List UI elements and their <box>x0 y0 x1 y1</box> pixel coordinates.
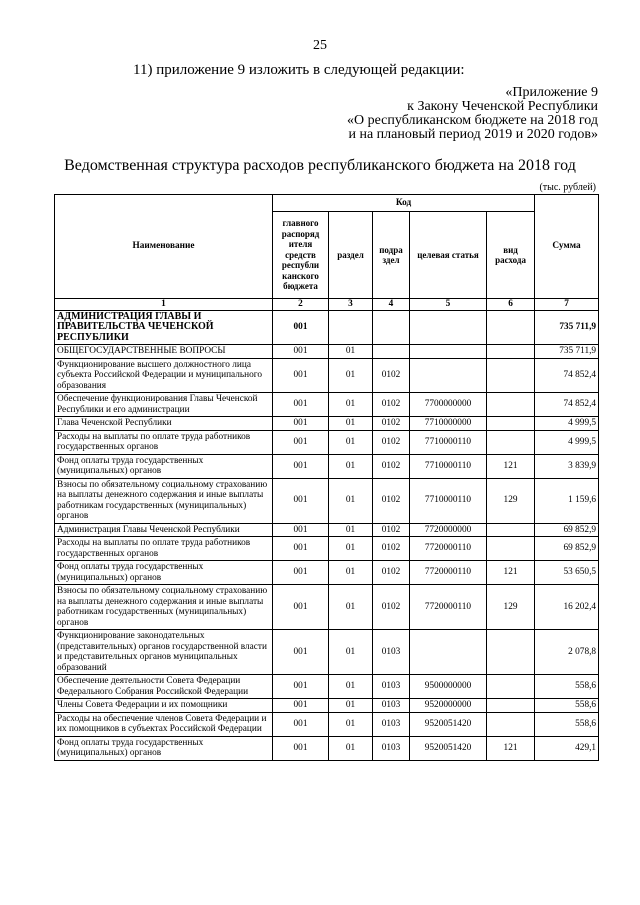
header-main-administrator: главного распоряд ителя средств республи канского бюджета <box>273 212 329 299</box>
cell-sum: 2 078,8 <box>535 630 599 675</box>
cell-administrator-code: 001 <box>273 310 329 345</box>
column-number: 2 <box>273 299 329 311</box>
appendix-line: «О республиканском бюджете на 2018 год <box>347 113 598 128</box>
cell-expense-type <box>487 345 535 359</box>
cell-subsection: 0102 <box>373 478 410 523</box>
header-sum: Сумма <box>535 195 599 299</box>
cell-expense-type <box>487 537 535 561</box>
cell-section: 01 <box>329 630 373 675</box>
cell-section: 01 <box>329 454 373 478</box>
cell-subsection: 0102 <box>373 430 410 454</box>
cell-subsection: 0103 <box>373 699 410 713</box>
column-number: 3 <box>329 299 373 311</box>
cell-administrator-code: 001 <box>273 523 329 537</box>
cell-sum: 16 202,4 <box>535 585 599 630</box>
cell-sum: 4 999,5 <box>535 417 599 431</box>
cell-target-item: 7720000000 <box>410 523 487 537</box>
cell-section: 01 <box>329 393 373 417</box>
table-row <box>55 699 599 713</box>
cell-administrator-code: 001 <box>273 675 329 699</box>
cell-name: Обеспечение деятельности Совета Федерации Федерального Собрания Российской Федерации <box>55 675 273 699</box>
cell-sum: 74 852,4 <box>535 393 599 417</box>
cell-subsection: 0103 <box>373 675 410 699</box>
cell-expense-type <box>487 430 535 454</box>
cell-sum: 4 999,5 <box>535 430 599 454</box>
cell-target-item: 7710000110 <box>410 454 487 478</box>
cell-sum: 53 650,5 <box>535 561 599 585</box>
cell-target-item: 7720000110 <box>410 561 487 585</box>
cell-section: 01 <box>329 537 373 561</box>
cell-subsection: 0102 <box>373 537 410 561</box>
header-section: раздел <box>329 212 373 299</box>
cell-sum: 69 852,9 <box>535 537 599 561</box>
cell-target-item <box>410 358 487 393</box>
table-row <box>55 454 599 478</box>
cell-sum: 735 711,9 <box>535 345 599 359</box>
cell-subsection: 0102 <box>373 417 410 431</box>
cell-administrator-code: 001 <box>273 699 329 713</box>
cell-name: ОБЩЕГОСУДАРСТВЕННЫЕ ВОПРОСЫ <box>55 345 273 359</box>
cell-name: Функционирование высшего должностного лица субъекта Российской Федерации и муниципального образования <box>55 358 273 393</box>
cell-name: Расходы на выплаты по оплате труда работников государственных органов <box>55 537 273 561</box>
cell-name: Фонд оплаты труда государственных (муниципальных) органов <box>55 561 273 585</box>
cell-section <box>329 310 373 345</box>
cell-target-item: 9520051420 <box>410 712 487 736</box>
column-number: 1 <box>55 299 273 311</box>
table-row <box>55 585 599 630</box>
column-number: 6 <box>487 299 535 311</box>
appendix-line: и на плановый период 2019 и 2020 годов» <box>348 127 598 142</box>
table-row <box>55 712 599 736</box>
cell-administrator-code: 001 <box>273 345 329 359</box>
cell-expense-type: 121 <box>487 736 535 760</box>
cell-administrator-code: 001 <box>273 630 329 675</box>
cell-subsection: 0102 <box>373 561 410 585</box>
cell-subsection: 0102 <box>373 358 410 393</box>
cell-sum: 3 839,9 <box>535 454 599 478</box>
cell-name: Расходы на выплаты по оплате труда работников государственных органов <box>55 430 273 454</box>
cell-expense-type <box>487 523 535 537</box>
column-number: 4 <box>373 299 410 311</box>
cell-section: 01 <box>329 358 373 393</box>
cell-administrator-code: 001 <box>273 478 329 523</box>
cell-administrator-code: 001 <box>273 561 329 585</box>
cell-target-item <box>410 310 487 345</box>
appendix-reference <box>347 86 598 142</box>
table-row <box>55 736 599 760</box>
cell-subsection <box>373 310 410 345</box>
cell-section: 01 <box>329 585 373 630</box>
cell-administrator-code: 001 <box>273 417 329 431</box>
cell-subsection: 0102 <box>373 454 410 478</box>
cell-expense-type <box>487 417 535 431</box>
cell-expense-type <box>487 712 535 736</box>
cell-subsection: 0103 <box>373 712 410 736</box>
cell-subsection <box>373 345 410 359</box>
cell-target-item: 7710000110 <box>410 430 487 454</box>
cell-target-item: 9520000000 <box>410 699 487 713</box>
cell-name: Фонд оплаты труда государственных (муниципальных) органов <box>55 736 273 760</box>
cell-administrator-code: 001 <box>273 736 329 760</box>
cell-name: АДМИНИСТРАЦИЯ ГЛАВЫ И ПРАВИТЕЛЬСТВА ЧЕЧЕНСКОЙ РЕСПУБЛИКИ <box>55 310 273 345</box>
cell-target-item: 9520051420 <box>410 736 487 760</box>
cell-sum: 558,6 <box>535 675 599 699</box>
table-row <box>55 417 599 431</box>
cell-administrator-code: 001 <box>273 537 329 561</box>
cell-name: Обеспечение функционирования Главы Чеченской Республики и его администрации <box>55 393 273 417</box>
cell-section: 01 <box>329 417 373 431</box>
document-title: Ведомственная структура расходов республиканского бюджета на 2018 год <box>64 157 576 174</box>
budget-table <box>54 194 599 761</box>
table-row <box>55 537 599 561</box>
table-row <box>55 345 599 359</box>
cell-target-item <box>410 630 487 675</box>
table-row <box>55 675 599 699</box>
cell-expense-type <box>487 630 535 675</box>
cell-target-item: 7710000110 <box>410 478 487 523</box>
cell-section: 01 <box>329 345 373 359</box>
cell-name: Расходы на обеспечение членов Совета Федерации и их помощников в субъектах Российской Федерации <box>55 712 273 736</box>
cell-expense-type <box>487 358 535 393</box>
table-row <box>55 430 599 454</box>
column-number: 7 <box>535 299 599 311</box>
table-row <box>55 478 599 523</box>
cell-section: 01 <box>329 561 373 585</box>
cell-target-item: 7720000110 <box>410 585 487 630</box>
cell-section: 01 <box>329 523 373 537</box>
cell-administrator-code: 001 <box>273 430 329 454</box>
appendix-line: к Закону Чеченской Республики <box>407 99 598 114</box>
cell-expense-type: 129 <box>487 585 535 630</box>
cell-expense-type: 121 <box>487 561 535 585</box>
cell-target-item <box>410 345 487 359</box>
cell-expense-type: 129 <box>487 478 535 523</box>
cell-name: Администрация Главы Чеченской Республики <box>55 523 273 537</box>
header-expense-type: вид расхода <box>487 212 535 299</box>
cell-section: 01 <box>329 712 373 736</box>
table-row <box>55 561 599 585</box>
appendix-line: «Приложение 9 <box>505 85 598 100</box>
cell-administrator-code: 001 <box>273 712 329 736</box>
cell-target-item: 7700000000 <box>410 393 487 417</box>
table-row <box>55 310 599 345</box>
table-row <box>55 393 599 417</box>
cell-sum: 735 711,9 <box>535 310 599 345</box>
cell-section: 01 <box>329 430 373 454</box>
cell-subsection: 0102 <box>373 585 410 630</box>
cell-target-item: 9500000000 <box>410 675 487 699</box>
cell-section: 01 <box>329 478 373 523</box>
column-number-row <box>55 299 599 311</box>
intro-text: 11) приложение 9 изложить в следующей редакции: <box>133 62 465 78</box>
header-target-item: целевая статья <box>410 212 487 299</box>
table-row <box>55 630 599 675</box>
cell-sum: 558,6 <box>535 699 599 713</box>
cell-sum: 74 852,4 <box>535 358 599 393</box>
cell-sum: 69 852,9 <box>535 523 599 537</box>
cell-sum: 429,1 <box>535 736 599 760</box>
cell-expense-type <box>487 310 535 345</box>
cell-expense-type: 121 <box>487 454 535 478</box>
table-row <box>55 358 599 393</box>
table-row <box>55 523 599 537</box>
cell-section: 01 <box>329 736 373 760</box>
cell-expense-type <box>487 393 535 417</box>
cell-subsection: 0103 <box>373 736 410 760</box>
cell-subsection: 0102 <box>373 523 410 537</box>
units-label: (тыс. рублей) <box>539 182 596 193</box>
cell-name: Члены Совета Федерации и их помощники <box>55 699 273 713</box>
cell-administrator-code: 001 <box>273 358 329 393</box>
header-name: Наименование <box>55 195 273 299</box>
table-body <box>55 310 599 760</box>
cell-subsection: 0102 <box>373 393 410 417</box>
cell-section: 01 <box>329 675 373 699</box>
cell-name: Взносы по обязательному социальному страхованию на выплаты денежного содержания и иные выплаты работникам государственных (муниципальных) органов <box>55 478 273 523</box>
page-number: 25 <box>313 38 327 53</box>
cell-administrator-code: 001 <box>273 393 329 417</box>
cell-name: Фонд оплаты труда государственных (муниципальных) органов <box>55 454 273 478</box>
cell-subsection: 0103 <box>373 630 410 675</box>
header-code: Код <box>273 195 535 212</box>
cell-administrator-code: 001 <box>273 454 329 478</box>
cell-expense-type <box>487 675 535 699</box>
cell-expense-type <box>487 699 535 713</box>
cell-name: Функционирование законодательных (представительных) органов государственной власти и представительных органов муниципальных образований <box>55 630 273 675</box>
cell-name: Глава Чеченской Республики <box>55 417 273 431</box>
cell-section: 01 <box>329 699 373 713</box>
cell-target-item: 7720000110 <box>410 537 487 561</box>
cell-sum: 558,6 <box>535 712 599 736</box>
cell-sum: 1 159,6 <box>535 478 599 523</box>
header-subsection: подра здел <box>373 212 410 299</box>
column-number: 5 <box>410 299 487 311</box>
cell-name: Взносы по обязательному социальному страхованию на выплаты денежного содержания и иные выплаты работникам государственных (муниципальных) органов <box>55 585 273 630</box>
cell-administrator-code: 001 <box>273 585 329 630</box>
cell-target-item: 7710000000 <box>410 417 487 431</box>
